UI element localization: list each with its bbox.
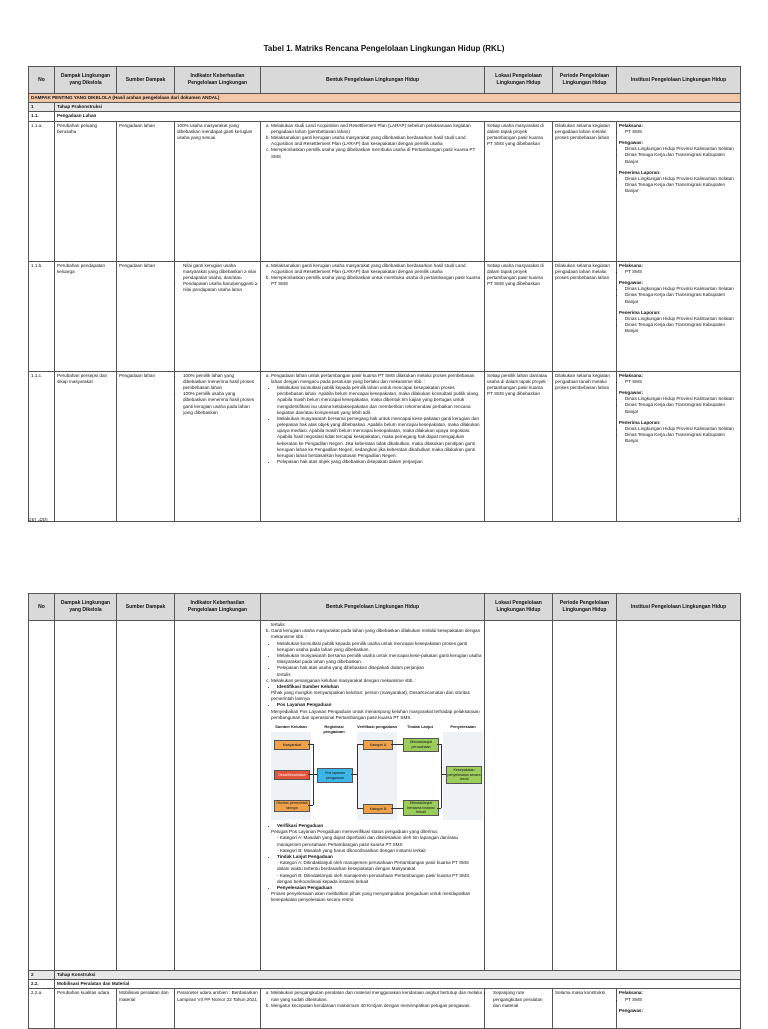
bentuk-item: b. Melaksanakan ganti kerugian usaha masyarakat yang dibebaskan berdasarkan hasil studi Land Acquisition and Resettlement Plan (LARAP) dan kesepakatan dengan pemilik usaha [271,135,482,147]
flow-connector [357,808,363,809]
penyelesaian-text: Proses penyelesaian akan melibatkan pihak yang menyampaikan pengaduan untuk mendapatkan kesepakatan penyelesaian secara resmi. [271,891,471,903]
sub-no: 1.1. [29,112,55,121]
row-bentuk [261,989,485,1029]
header-institusi: Institusi Pengelolaan Lingkungan Hidup [617,594,741,621]
verifikasi-title: Verifikasi Pengaduan [277,823,324,828]
flow-connector [441,744,442,808]
table-row-continued [29,621,741,971]
institusi-item: • PT SMS [625,997,738,1003]
indikator-item: • Pendapatan usaha baru/pengganti ≥ nilai pendapatan usaha lama [183,281,258,293]
stage-label: Tahap Konstruksi [55,971,741,980]
row-dampak: Perubahan peluang berusaha [55,121,117,261]
row-lokasi [485,989,553,1029]
row-periode: Selama masa konstruksi [553,989,617,1029]
flow-connector [308,805,313,806]
header-no: No [29,67,55,94]
institusi-item: • Dinas Tenaga Kerja dan Transmigrasi Kabupaten Banjar [625,182,738,194]
institusi-item: • Dinas Lingkungan Hidup Provinsi Kalimantan Selatan [625,146,738,152]
institusi-item: • Dinas Tenaga Kerja dan Transmigrasi Kabupaten Banjar [625,432,738,444]
row-sumber: Pengadaan lahan [117,261,175,371]
row-bentuk [261,121,485,261]
institusi-item: • Dinas Tenaga Kerja dan Transmigrasi Kabupaten Banjar [625,322,738,334]
stage-no: 2 [29,971,55,980]
row-periode: Dilakukan selama kegiatan pengadaan lahan melalui proses pembebasan lahan [553,261,617,371]
row-institusi [617,261,741,371]
flow-box-kategori-b: Kategori B [363,804,393,814]
stage-no: 1 [29,103,55,112]
pelaksana-label: Pelaksana: [619,372,644,378]
flow-connector [391,744,403,745]
institusi-item: • Dinas Tenaga Kerja dan Transmigrasi Kabupaten Banjar [625,402,738,414]
bentuk-item [271,628,482,678]
flow-box-ditindak-a: Ditindaklanjuti perusahaan [403,738,439,752]
penerima-label: Penerima Laporan: [619,309,661,315]
flow-connector [441,774,446,775]
bentuk-subitem: • Melakukan musyawarah bersama pemilik usaha untuk mencapai kese-pakatan ganti kerugian usaha Masyarakat pada lahan yang dibebaskan. [277,653,482,665]
row-indikator: 100% usaha masyarakat yang dibebaskan mendapat ganti kerugian usaha yang sesuai [175,121,261,261]
institusi-item: • Dinas Tenaga Kerja dan Transmigrasi Kabupaten Banjar [625,152,738,164]
document-page-2 [0,565,768,1024]
row-lokasi: Setiap pemilik lahan dan/atau usaha di dalam tapak proyek pertambangan pasir kuarsa PT SMS yang dibebaskan [485,371,553,521]
verifikasi-item: - Kategori A: Masalah yang dapat diperbaiki dan diselesaikan oleh tim lapangan dan/atau manajemen perusahaan Pertambangan pasir kuarsa PT SMS [277,835,482,847]
header-bentuk: Bentuk Pengelolaan Lingkungan Hidup [261,67,485,94]
header-no: No [29,594,55,621]
row-no: 1.1.b. [29,261,55,371]
flow-connector [391,808,403,809]
institusi-item: • Dinas Lingkungan Hidup Provinsi Kalimantan Selatan [625,396,738,402]
flow-header-sumber: Sumber Keluhan [275,724,307,729]
table-header-row [29,594,741,621]
flow-box-selesai: Kesepakatan penyelesaian secara resmi [446,766,482,784]
row-no: 2.2.a. [29,989,55,1029]
tindak-lanjut-item: - Kategori B: Ditindaklanjuti oleh manajemen perusahaan Pertambangan pasir kuarsa PT SMS dengan berkoordinasi kepada instansi terkait [277,873,482,885]
row-bentuk [261,261,485,371]
row-periode: Dilakukan selama kegiatan pengadaan tanah melalui proses pembebasan lahan [553,371,617,521]
indikator-item: • Nilai ganti kerugian usaha masyarakat yang dibebaskan ≥ nilai pendapatan usaha, dan/atau [183,263,258,282]
tindak-lanjut-item: - Kategori A: Ditindaklanjuti oleh manajemen perusahaan Pertambangan pasir kuarsa PT SMS dalam waktu tertentu berdasarkan kesepakatan dengan Masyarakat [277,860,482,872]
flow-connector [313,744,314,805]
row-dampak: Perubahan kualitas udara [55,989,117,1029]
pelaksana-label: Pelaksana: [619,122,644,128]
document-title: Tabel 1. Matriks Rencana Pengelolaan Lingkungan Hidup (RKL) [263,44,505,53]
pos-layanan-title: Pos Layanan Pengaduan [277,702,332,708]
row-institusi [617,121,741,261]
identifikasi-title: Identifikasi Sumber Keluhan [277,683,339,689]
bentuk-item: c. Memprioritaskan pemilik usaha yang dibebaskan membuka usaha di Pertambangan pasir kuarsa PT SMS [271,147,482,159]
flow-header-tindak: Tindak Lanjut [407,724,433,729]
row-dampak: Perubahan persepsi dan sikap masyarakat [55,371,117,521]
header-lokasi: Lokasi Pengelolaan Lingkungan Hidup [485,594,553,621]
row-indikator [175,371,261,521]
band-label: DAMPAK PENTING YANG DIKELOLA (Hasil arahan pengelolaan dari dokumen ANDAL) [29,94,741,103]
pengawas-label: Pengawas: [619,389,643,395]
page-gap [0,527,768,565]
row-no: 1.1.c. [29,371,55,521]
stage-label: Tahap Prakonstruksi [55,103,741,112]
flow-box-ditindak-b: Ditindaklanjuti bersama instansi terkait [403,800,439,816]
row-indikator [175,261,261,371]
institusi-item: • PT SMS [625,269,738,275]
pengawas-label: Pengawas: [619,139,643,145]
indikator-item: • 100% pemilik lahan yang dibebaskan menerima hasil proses pembebasan lahan [183,373,258,392]
row-institusi [617,989,741,1029]
pelaksana-label: Pelaksana: [619,990,644,996]
flow-header-penyelesaian: Penyelesaian [450,724,476,729]
row-lokasi: Setiap usaha masyarakat di dalam tapak proyek pertambangan pasir kuarsa PT SMS yang dibebaskan [485,261,553,371]
row-sumber: Pengadaan lahan [117,121,175,261]
table-row [29,121,741,261]
bentuk-item [271,678,482,904]
row-bentuk [261,371,485,521]
bentuk-subitem: • Pelepasan hak atas usaha yang dibebaskan disepakati dalam perjanjian [277,665,482,671]
pelaksana-label: Pelaksana: [619,262,644,268]
flow-connector [357,744,363,745]
header-dampak: Dampak Lingkungan yang Dikelola [55,67,117,94]
verifikasi-item: - Kategori B: Masalah yang harus dikoordinasikan dengan instansi terkait [277,848,482,854]
lokasi-item: • Sepanjang rute pengangkutan peralatan dan material [493,990,550,1009]
flow-connector [357,744,358,808]
tindak-lanjut-title: Tindak Lanjut Pengaduan [277,853,333,859]
header-indikator: Indikator Keberhasilan Pengelolaan Lingkungan [175,67,261,94]
table-row [29,261,741,371]
row-sumber: Mobilisasi peralatan dan material [117,989,175,1029]
flow-box-kategori-a: Kategori A [363,740,393,750]
row-lokasi: Setiap usaha masyarakat di dalam tapak proyek pertambangan pasir kuarsa PT SMS yang dibebaskan [485,121,553,261]
indikator-item: • 100% pemilik usaha yang dibebaskan menerima hasil proses ganti kerugian usaha pada lahan yang dibebaskan [183,391,258,416]
bentuk-text: Pengadaan lahan untuk pertambangan pasir kuarsa PT SMS dilakukan melalui proses pembebasan lahan dengan mengacu pada peraturan yang berlaku dan mekanisme sbb. : [271,372,475,384]
bentuk-subitem: • Melakukan musyawarah bersama pemegang hak untuk mencapai kese-pakatan ganti kerugian dan pelepasan hak atas objek yang dibebaskan. Apabila belum mencapai kesepakatan, maka dilakukan upaya mediasi. Apabila masih belum mencapai kesepakatan, maka dilakukan upaya negosiasi. Apabila hasil negosiasi tidak tercapai kesepakatan, maka pemegang hak dapat mengajukan keberatan ke Pengadilan Negeri. Jika keberatan tidak dikabulkan, maka dilakukan penitipan ganti kerugian lahan ke Pengadilan Negeri, sedangkan jika keberatan dikabulkan maka dilakukan ganti kerugian lahan berdasarkan keputusan Pengadilan Negeri. [277,416,482,459]
complaint-flowchart [271,724,483,820]
penerima-label: Penerima Laporan: [619,419,661,425]
header-dampak: Dampak Lingkungan yang Dikelola [55,594,117,621]
sub-no: 2.2. [29,980,55,989]
institusi-item: • PT SMS [625,379,738,385]
penerima-label: Penerima Laporan: [619,169,661,175]
sub-row [29,980,741,989]
continued-text: tertulis [271,622,285,627]
flow-box-pos: Pos layanan pengaduan [317,768,353,783]
header-periode: Periode Pengelolaan Lingkungan Hidup [553,67,617,94]
institusi-item: • PT SMS [625,129,738,135]
institusi-item: • Dinas Lingkungan Hidup Provinsi Kalimantan Selatan [625,316,738,322]
header-lokasi: Lokasi Pengelolaan Lingkungan Hidup [485,67,553,94]
rkl-table-page-1 [28,66,741,522]
bentuk-text: Ganti kerugian usaha masyarakat pada lahan yang dibebaskan dilakukan melalui kesepakatan dengan mekanisme sbb. : [271,628,481,640]
stage-row [29,103,741,112]
bentuk-subitem: • Melakukan konsultasi publik kepada pemilik usaha untuk mencapai kesepakatan proses ganti kerugian usaha pada lahan yang dibebaskan. [277,641,482,653]
header-bentuk: Bentuk Pengelolaan Lingkungan Hidup [261,594,485,621]
bentuk-subitem: • Melakukan konsultasi publik kepada pemilik lahan untuk mencapai kesepakatan proses pembebasan lahan. Apabila belum mencapai kesepakatan, maka dilakukan konsultasi publik ulang. Apabila masih belum mencapai kesepakatan, maka dibentuk tim kajian yang bertugas untuk mengidentifikasi isu utama ketidaksepakatan dan memberikan rekomendasi perbaikan rencana kegiatan dan/atau kompensasi yang lebih adil. [277,385,482,416]
row-bentuk [261,621,485,971]
bentuk-item: a. Melaksanakan ganti kerugian usaha masyarakat yang dibebaskan berdasarkan hasil studi Land Acquisition and Resettlement Plan (LARAP) dan kesepakatan dengan pemilik usaha [271,263,482,275]
pengawas-label: Pengawas: [619,1007,643,1013]
identifikasi-text: Pihak yang mungkin menyampaikan keluhan: person (masyarakat), Desa/Kecamatan dan otoritas pemerintah lainnya [271,690,470,702]
flow-box-otoritas: Otoritas pemerintah lainnya [274,800,310,812]
bentuk-text: Melakukan penanganan keluhan masyarakat dengan mekanisme sbb. : [271,677,417,683]
row-institusi [617,371,741,521]
row-no: 1.1.a. [29,121,55,261]
flow-header-registrasi: Registrasi pengaduan [323,724,345,735]
bentuk-item [271,373,482,466]
row-indikator: Parameter udara ambien : Berdasarkan Lampiran VII PP Nomor 22 Tahun 2021 [175,989,261,1029]
row-periode: Dilakukan selama kegiatan pengadaan lahan melalui proses pembebasan lahan [553,121,617,261]
bentuk-item: a. Melakukan pengangkutan peralatan dan material menggunakan kendaraan angkut bertutup dan melalui rute yang sudah ditentukan. [271,990,482,1002]
flow-header-verifikasi: Verifikasi pengaduan [357,724,398,729]
continued-text: tertulis [277,671,291,677]
penyelesaian-title: Penyelesaian Pengaduan [277,884,333,890]
flow-connector [437,808,441,809]
row-dampak: Perubahan pendapatan keluarga [55,261,117,371]
institusi-item: • Dinas Tenaga Kerja dan Transmigrasi Kabupaten Banjar [625,292,738,304]
band-row [29,94,741,103]
header-periode: Periode Pengelolaan Lingkungan Hidup [553,594,617,621]
header-sumber: Sumber Dampak [117,67,175,94]
flow-box-desa: Desa/Kecamatan [274,770,310,780]
bentuk-item: a. Melakukan studi Land Acquisition and Resettlement Plan (LARAP) sebelum pelaksanaan kegiatan pengadaan lahan (pembebasan lahan) [271,123,482,135]
table-row [29,989,741,1029]
institusi-item: • Dinas Lingkungan Hidup Provinsi Kalimantan Selatan [625,426,738,432]
header-sumber: Sumber Dampak [117,594,175,621]
row-sumber: Pengadaan lahan [117,371,175,521]
sub-label: Mobilisasi Peralatan dan Material [55,980,741,989]
sub-label: Pengadaan Lahan [55,112,741,121]
bentuk-item: b. Memprioritaskan pemilik usaha yang dibebaskan untuk membuka usaha di pertambangan pasir kuarsa PT SMS [271,275,482,287]
footer-page-number: 1 [737,518,740,524]
header-institusi: Institusi Pengelolaan Lingkungan Hidup [617,67,741,94]
sub-row [29,112,741,121]
header-indikator: Indikator Keberhasilan Pengelolaan Lingkungan [175,594,261,621]
verifikasi-text: Petugas Pos Layanan Pengaduan memverifikasi status pengaduan yang diterima: [271,829,439,835]
stage-row [29,971,741,980]
bentuk-subitem: • Pelepasan hak atas objek yang dibebaskan disepakati dalam perjanjian [277,459,482,465]
rkl-table-page-2 [28,593,741,1029]
institusi-item: • Dinas Lingkungan Hidup Provinsi Kalimantan Selatan [625,176,738,182]
institusi-item: • Dinas Lingkungan Hidup Provinsi Kalimantan Selatan [625,286,738,292]
footer-doc-label: RKL-RPL [28,518,50,524]
pos-layanan-text: Menyediakan Pos Layanan Pengaduan untuk menampung keluhan masyarakat terhadap pelaksanaan pembangunan dan operasional Pertambangan pasir kuarsa PT SMS. [271,708,480,720]
pengawas-label: Pengawas: [619,279,643,285]
flow-box-masyarakat: Masyarakat [274,740,310,750]
table-header-row [29,67,741,94]
table-row [29,371,741,521]
bentuk-item: b. Mengatur kecepatan kendaraan maksimum 40 Km/jam dengan menempatkan petugas pengawas. [271,1003,482,1009]
